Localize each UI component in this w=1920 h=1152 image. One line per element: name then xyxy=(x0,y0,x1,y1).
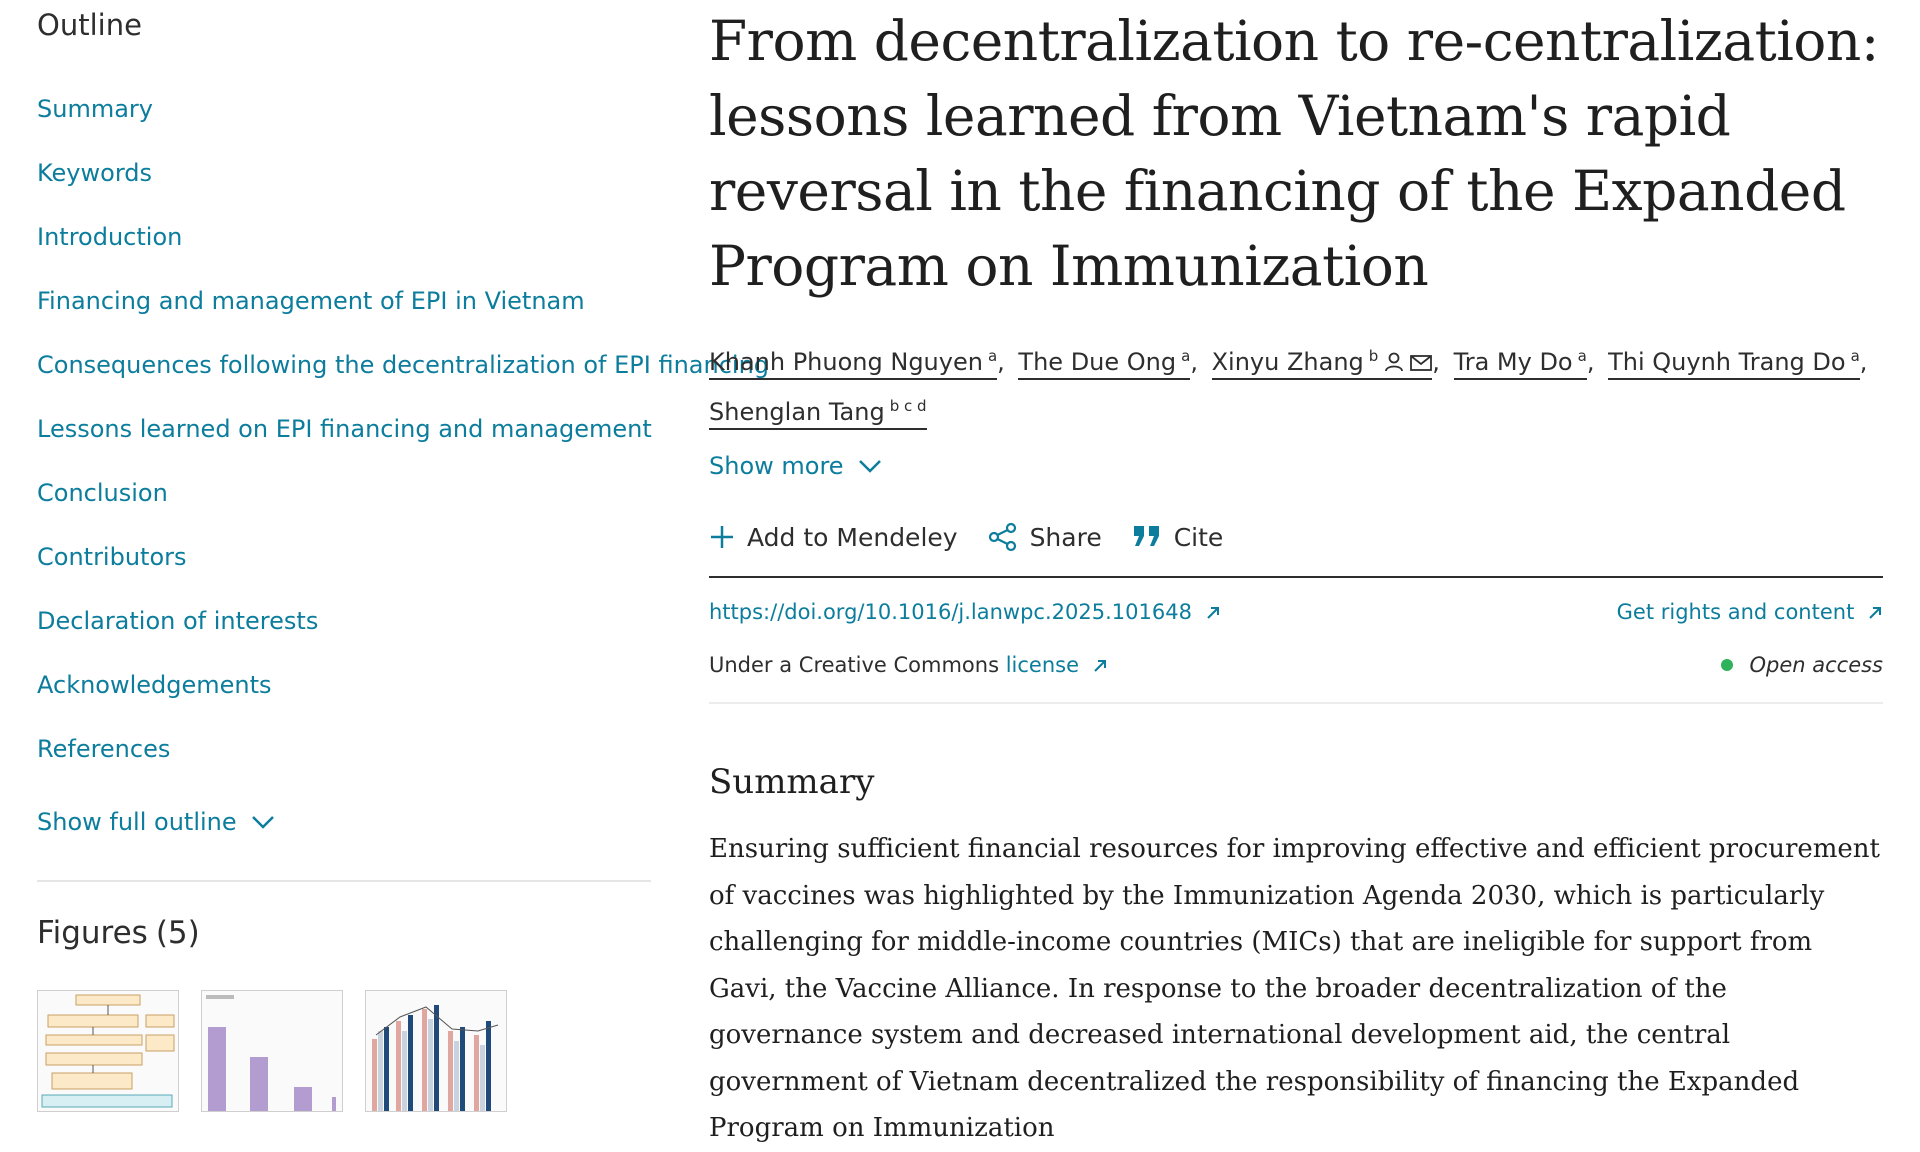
license-link-text: license xyxy=(1005,653,1080,677)
get-rights-text: Get rights and content xyxy=(1616,600,1855,624)
author-affiliation: a xyxy=(1577,347,1587,365)
article-main xyxy=(709,0,1883,1143)
sidebar-divider xyxy=(37,880,651,882)
author-name: Shenglan Tang xyxy=(709,398,885,426)
open-access-badge xyxy=(1721,653,1883,677)
external-link-icon xyxy=(1867,605,1883,621)
show-more-label: Show more xyxy=(709,452,844,480)
author-affiliation: a xyxy=(1181,347,1191,365)
outline-heading: Outline xyxy=(37,8,142,42)
cite-label: Cite xyxy=(1173,522,1224,552)
license-row xyxy=(709,653,1883,677)
add-to-mendeley-label: Add to Mendeley xyxy=(747,522,958,552)
figure-thumbnail-2[interactable] xyxy=(201,990,343,1112)
author-affiliation: a xyxy=(987,347,998,365)
summary-paragraph: Ensuring sufficient financial resources for improving effective and efficient procurement of vaccines was highlighted by the Immunization Agenda 2030, which is particularly challenging for middle-income countries (MICs) that are ineligible for support from Gavi, the Vaccine Alliance. In response to the broader decentralization of the governance system and decreased international development aid, the central government of Vietnam decentralized the responsibility of financing the Expanded Program on Immunization xyxy=(709,834,1881,1143)
envelope-icon xyxy=(1410,354,1432,372)
outline-item-keywords[interactable]: Keywords xyxy=(37,159,153,187)
author-name: Thi Quynh Trang Do xyxy=(1608,348,1846,376)
flowchart-thumbnail-image xyxy=(38,991,178,1111)
bar-chart-thumbnail-image xyxy=(202,991,342,1111)
external-link-icon xyxy=(1092,658,1108,674)
author-name: Khanh Phuong Nguyen xyxy=(709,348,983,376)
author-link[interactable] xyxy=(709,348,997,380)
figure-thumbnail-1[interactable] xyxy=(37,990,179,1112)
grouped-bar-chart-thumbnail-image xyxy=(366,991,506,1111)
figures-label: Figures xyxy=(37,915,148,951)
author-list: Khanh Phuong Nguyen $^a$, The Due Ong $^a$, Xinyu Zhang $^b$ , Tra My Do $^a$, Thi Quynh Trang Do $^a$, Shenglan Tang $^{b c d}$ xyxy=(709,334,1883,434)
quote-icon xyxy=(1132,524,1162,550)
figures-heading xyxy=(37,915,208,951)
outline-item-consequences[interactable]: Consequences following the decentralization of EPI financing xyxy=(37,351,770,379)
toolbar-divider xyxy=(709,576,1883,578)
doi-link[interactable] xyxy=(709,600,1221,624)
author-link[interactable] xyxy=(1608,348,1860,380)
outline-item-summary[interactable]: Summary xyxy=(37,95,153,123)
outline-item-contributors[interactable]: Contributors xyxy=(37,543,187,571)
outline-item-financing[interactable]: Financing and management of EPI in Vietnam xyxy=(37,287,585,315)
author-name: Tra My Do xyxy=(1453,348,1573,376)
share-button[interactable] xyxy=(988,522,1102,552)
outline-sidebar xyxy=(37,0,770,1080)
section-divider xyxy=(709,702,1883,704)
chevron-down-icon xyxy=(858,459,882,473)
figure-thumbnails xyxy=(37,990,507,1112)
person-icon xyxy=(1384,352,1404,372)
license-link[interactable] xyxy=(1006,653,1108,677)
show-full-outline-label: Show full outline xyxy=(37,808,237,836)
chevron-down-icon xyxy=(251,815,275,829)
open-access-dot-icon xyxy=(1721,659,1733,671)
summary-heading: Summary xyxy=(709,762,875,802)
article-title: From decentralization to re-centralization: lessons learned from Vietnam's rapid reversal in the financing of the Expanded Program on Immunization xyxy=(709,9,1879,298)
author-affiliation: b c d xyxy=(889,397,927,415)
figures-count: (5) xyxy=(155,915,200,951)
share-icon xyxy=(988,522,1018,552)
outline-item-references[interactable]: References xyxy=(37,735,171,763)
outline-item-lessons[interactable]: Lessons learned on EPI financing and management xyxy=(37,415,652,443)
doi-text: https://doi.org/10.1016/j.lanwpc.2025.101648 xyxy=(709,600,1192,624)
add-to-mendeley-button[interactable] xyxy=(709,523,958,552)
share-label: Share xyxy=(1029,522,1102,552)
article-toolbar xyxy=(709,522,1253,552)
show-more-button[interactable] xyxy=(709,452,882,480)
author-affiliation: b xyxy=(1368,347,1379,365)
author-link[interactable] xyxy=(1454,348,1587,380)
outline-item-acknowledgements[interactable]: Acknowledgements xyxy=(37,671,272,699)
cite-button[interactable] xyxy=(1132,523,1224,552)
plus-icon xyxy=(709,524,735,550)
open-access-label: Open access xyxy=(1749,653,1883,677)
author-link[interactable] xyxy=(709,398,927,430)
outline-item-introduction[interactable]: Introduction xyxy=(37,223,183,251)
author-affiliation: a xyxy=(1850,347,1860,365)
author-link[interactable] xyxy=(1212,348,1433,380)
author-link[interactable] xyxy=(1018,348,1190,380)
get-rights-link[interactable] xyxy=(1617,600,1883,624)
figure-thumbnail-3[interactable] xyxy=(365,990,507,1112)
author-name: The Due Ong xyxy=(1018,348,1177,376)
author-name: Xinyu Zhang xyxy=(1211,348,1364,376)
external-link-icon xyxy=(1205,605,1221,621)
outline-item-conclusion[interactable]: Conclusion xyxy=(37,479,168,507)
show-full-outline-button[interactable] xyxy=(37,808,275,836)
outline-list xyxy=(37,86,770,790)
license-prefix: Under a Creative Commons xyxy=(709,653,1000,677)
outline-item-declaration[interactable]: Declaration of interests xyxy=(37,607,319,635)
